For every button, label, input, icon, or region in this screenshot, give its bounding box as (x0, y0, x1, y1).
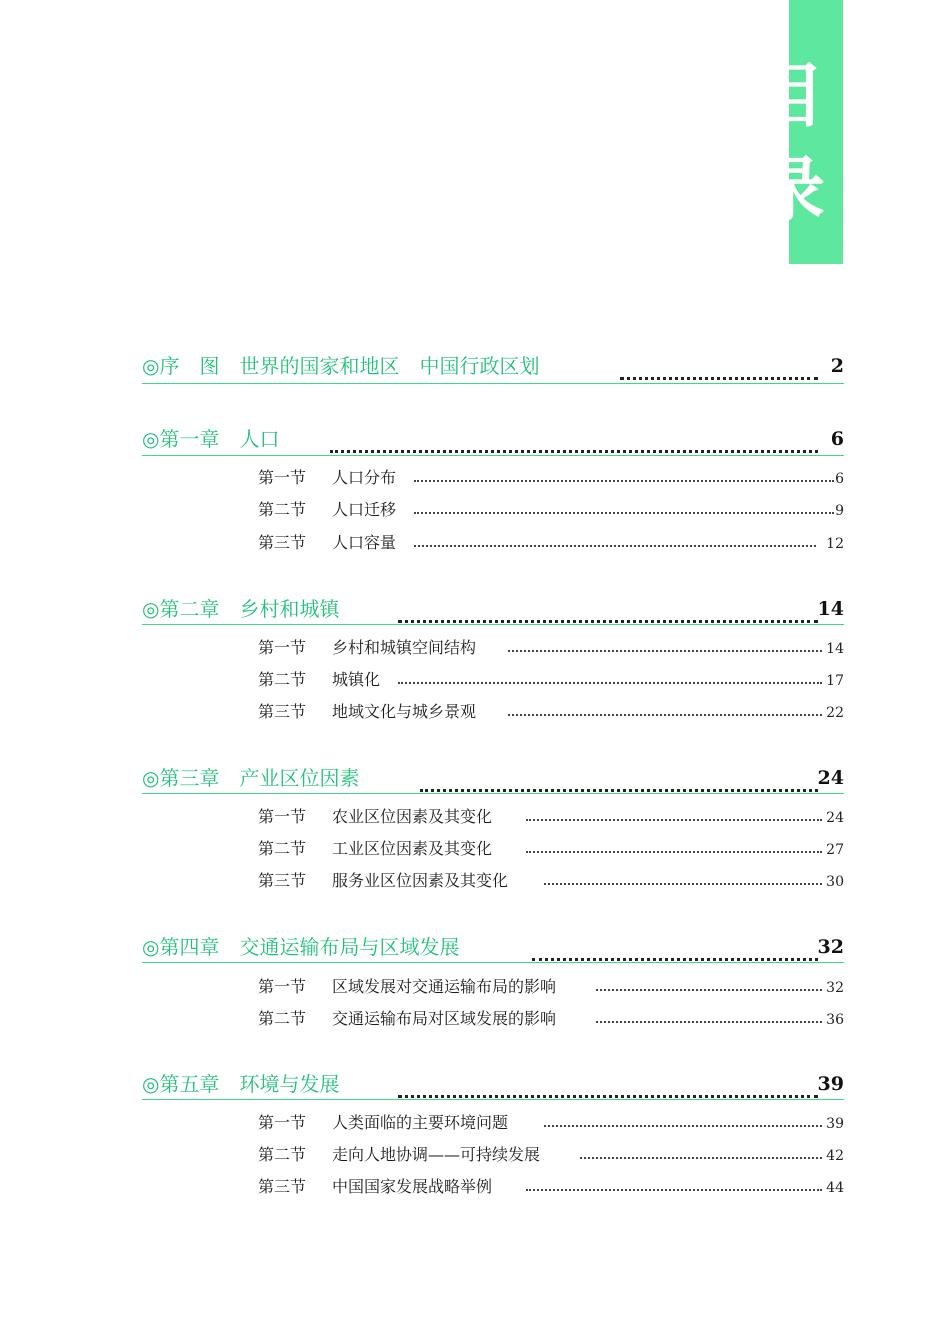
dot-leader (544, 871, 822, 885)
dot-leader (620, 354, 818, 380)
dot-leader (508, 702, 822, 716)
toc-chapter-1[interactable] (142, 425, 844, 453)
section-title: 人类面临的主要环境问题 (332, 1113, 509, 1132)
section-label: 第三节 (258, 871, 307, 890)
dot-leader (580, 1145, 822, 1159)
page-title-char-1: 目 (755, 55, 825, 137)
dot-leader (526, 807, 822, 821)
chapter-title: ◎第二章 乡村和城镇 (142, 597, 340, 621)
section-label: 第三节 (258, 533, 307, 552)
section-label: 第一节 (258, 977, 307, 996)
toc-section[interactable] (258, 466, 844, 490)
section-label: 第一节 (258, 807, 307, 826)
section-title: 人口迁移 (332, 500, 397, 519)
section-label: 第三节 (258, 1177, 307, 1196)
dot-leader (414, 533, 816, 547)
section-label: 第三节 (258, 702, 307, 721)
dot-leader (330, 427, 818, 453)
section-label: 第二节 (258, 1145, 307, 1164)
chapter-divider (142, 383, 844, 384)
section-title: 地域文化与城乡景观 (332, 702, 477, 721)
dot-leader (532, 935, 818, 961)
dot-leader (420, 766, 818, 792)
toc-section[interactable] (258, 700, 844, 724)
section-page: 27 (826, 842, 844, 858)
section-page: 39 (826, 1116, 844, 1132)
dot-leader (398, 670, 822, 684)
section-page: 24 (826, 810, 844, 826)
dot-leader (596, 1009, 822, 1023)
section-title: 区域发展对交通运输布局的影响 (332, 977, 557, 996)
toc-chapter-2[interactable] (142, 595, 844, 623)
dot-leader (414, 500, 834, 514)
section-page: 30 (826, 874, 844, 890)
toc-section[interactable] (258, 531, 844, 555)
chapter-title: ◎第一章 人口 (142, 427, 280, 451)
dot-leader (508, 638, 822, 652)
toc-chapter-5[interactable] (142, 1070, 844, 1098)
chapter-title: ◎第三章 产业区位因素 (142, 766, 360, 790)
section-page: 44 (826, 1180, 844, 1196)
section-title: 走向人地协调——可持续发展 (332, 1145, 541, 1164)
dot-leader (414, 468, 834, 482)
section-label: 第二节 (258, 500, 307, 519)
chapter-divider (142, 962, 844, 963)
toc-chapter-4[interactable] (142, 933, 844, 961)
toc-section[interactable] (258, 1143, 844, 1167)
section-title: 乡村和城镇空间结构 (332, 638, 477, 657)
toc-section[interactable] (258, 1111, 844, 1135)
prologue-title: ◎序 图 世界的国家和地区 中国行政区划 (142, 354, 540, 378)
section-label: 第一节 (258, 468, 307, 487)
chapter-page: 39 (817, 1073, 844, 1095)
chapter-page: 14 (817, 598, 844, 620)
toc-section[interactable] (258, 1175, 844, 1199)
section-page: 12 (826, 536, 844, 552)
toc-prologue[interactable] (142, 352, 844, 380)
section-title: 工业区位因素及其变化 (332, 839, 493, 858)
dot-leader (398, 1072, 818, 1098)
section-title: 农业区位因素及其变化 (332, 807, 493, 826)
toc-section[interactable] (258, 869, 844, 893)
section-title: 人口分布 (332, 468, 397, 487)
section-page: 14 (826, 641, 844, 657)
section-title: 服务业区位因素及其变化 (332, 871, 509, 890)
section-page: 6 (835, 471, 844, 487)
toc-section[interactable] (258, 636, 844, 660)
section-page: 17 (826, 673, 844, 689)
chapter-divider (142, 624, 844, 625)
dot-leader (544, 1113, 822, 1127)
dot-leader (526, 839, 822, 853)
prologue-page: 2 (830, 355, 844, 377)
toc-chapter-3[interactable] (142, 764, 844, 792)
section-title: 城镇化 (332, 670, 381, 689)
section-label: 第二节 (258, 1009, 307, 1028)
toc-section[interactable] (258, 975, 844, 999)
chapter-page: 6 (830, 428, 844, 450)
chapter-title: ◎第四章 交通运输布局与区域发展 (142, 935, 460, 959)
chapter-divider (142, 793, 844, 794)
section-title: 人口容量 (332, 533, 397, 552)
chapter-page: 24 (817, 767, 844, 789)
toc-section[interactable] (258, 805, 844, 829)
section-label: 第二节 (258, 670, 307, 689)
dot-leader (596, 977, 822, 991)
section-page: 42 (826, 1148, 844, 1164)
section-label: 第一节 (258, 1113, 307, 1132)
toc-section[interactable] (258, 1007, 844, 1031)
section-page: 22 (826, 705, 844, 721)
chapter-title: ◎第五章 环境与发展 (142, 1072, 340, 1096)
toc-section[interactable] (258, 668, 844, 692)
section-page: 9 (835, 503, 844, 519)
dot-leader (398, 597, 818, 623)
section-page: 36 (826, 1012, 844, 1028)
section-title: 中国国家发展战略举例 (332, 1177, 493, 1196)
section-label: 第二节 (258, 839, 307, 858)
toc-section[interactable] (258, 837, 844, 861)
toc-section[interactable] (258, 498, 844, 522)
chapter-divider (142, 455, 844, 456)
section-title: 交通运输布局对区域发展的影响 (332, 1009, 557, 1028)
section-page: 32 (826, 980, 844, 996)
dot-leader (526, 1177, 822, 1191)
page-title-char-2: 录 (755, 149, 825, 231)
chapter-page: 32 (817, 936, 844, 958)
section-label: 第一节 (258, 638, 307, 657)
chapter-divider (142, 1099, 844, 1100)
